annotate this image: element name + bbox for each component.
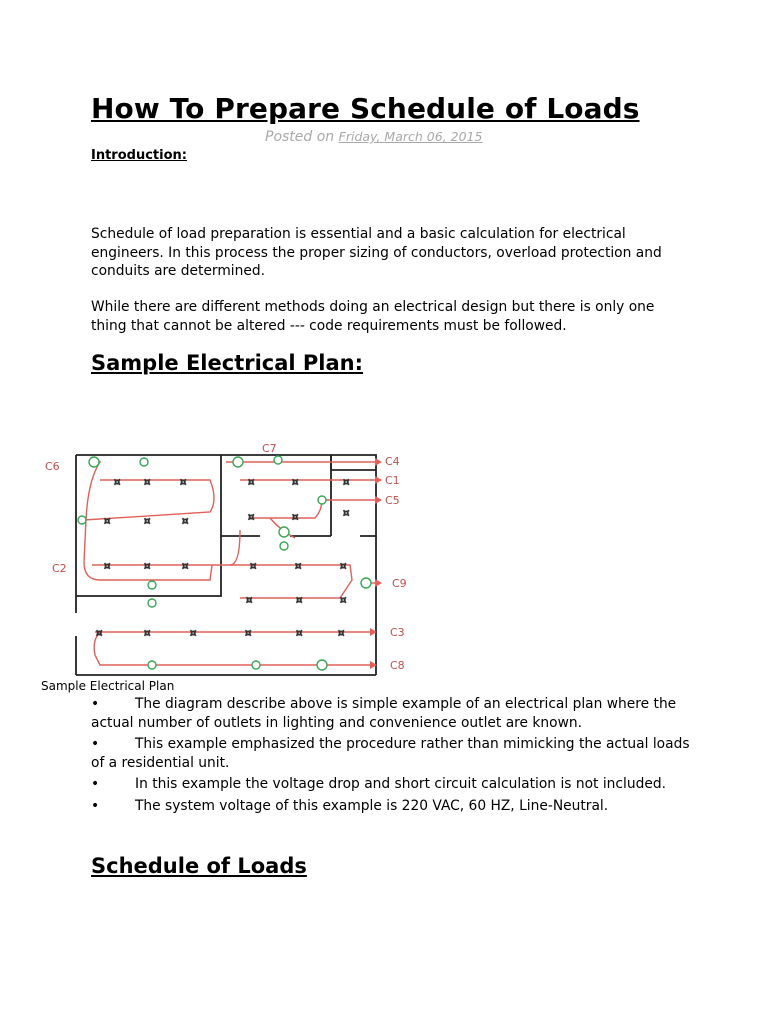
bullet-list bbox=[91, 695, 691, 818]
light-fixtures bbox=[96, 477, 349, 639]
label-c6: C6 bbox=[45, 460, 60, 473]
svg-text:¤: ¤ bbox=[292, 512, 299, 523]
svg-text:¤: ¤ bbox=[248, 477, 255, 488]
svg-text:¤: ¤ bbox=[144, 561, 151, 572]
svg-text:¤: ¤ bbox=[250, 561, 257, 572]
label-c3: C3 bbox=[390, 626, 405, 639]
paragraph-1: Schedule of load preparation is essential and a basic calculation for electrical engineers. In this process the proper sizing of conductors, overload protection and conduits are determined. bbox=[91, 226, 662, 279]
intro-heading: Introduction: bbox=[91, 148, 187, 163]
list-item bbox=[91, 735, 691, 772]
posted-prefix: Posted on bbox=[265, 129, 335, 145]
svg-text:¤: ¤ bbox=[190, 628, 197, 639]
svg-text:¤: ¤ bbox=[96, 628, 103, 639]
svg-text:¤: ¤ bbox=[114, 477, 121, 488]
posted-line bbox=[265, 129, 482, 145]
svg-text:¤: ¤ bbox=[292, 477, 299, 488]
electrical-plan-diagram bbox=[40, 440, 440, 680]
figure-caption: Sample Electrical Plan bbox=[41, 679, 175, 693]
svg-text:¤: ¤ bbox=[340, 561, 347, 572]
svg-text:¤: ¤ bbox=[343, 477, 350, 488]
svg-text:¤: ¤ bbox=[295, 561, 302, 572]
bullet-text: The diagram describe above is simple example of an electrical plan where the actual number of outlets in lighting and convenience outlet are known. bbox=[91, 696, 677, 731]
bullet-dot: • bbox=[91, 776, 100, 792]
bullet-dot: • bbox=[91, 696, 100, 712]
svg-text:¤: ¤ bbox=[180, 477, 187, 488]
svg-text:¤: ¤ bbox=[104, 561, 111, 572]
svg-text:¤: ¤ bbox=[338, 628, 345, 639]
list-item bbox=[91, 797, 691, 816]
svg-text:¤: ¤ bbox=[245, 628, 252, 639]
svg-text:¤: ¤ bbox=[182, 516, 189, 527]
svg-text:¤: ¤ bbox=[182, 561, 189, 572]
paragraph-2: While there are different methods doing an electrical design but there is only one thing that cannot be altered --- code requirements must be followed. bbox=[91, 299, 655, 334]
label-c5: C5 bbox=[385, 494, 400, 507]
section-heading-schedule-of-loads: Schedule of Loads bbox=[91, 854, 307, 878]
bullet-dot: • bbox=[91, 797, 100, 814]
svg-text:¤: ¤ bbox=[144, 516, 151, 527]
label-c7: C7 bbox=[262, 442, 277, 455]
list-item bbox=[91, 695, 691, 732]
svg-text:¤: ¤ bbox=[144, 477, 151, 488]
posted-date-link[interactable]: Friday, March 06, 2015 bbox=[338, 129, 483, 144]
svg-text:¤: ¤ bbox=[104, 516, 111, 527]
label-c2: C2 bbox=[52, 562, 67, 575]
svg-text:¤: ¤ bbox=[248, 512, 255, 523]
list-item bbox=[91, 775, 691, 794]
label-c9: C9 bbox=[392, 577, 407, 590]
label-c1: C1 bbox=[385, 474, 400, 487]
bullet-text: The system voltage of this example is 220 VAC, 60 HZ, Line-Neutral. bbox=[135, 797, 609, 814]
bullet-text: This example emphasized the procedure rather than mimicking the actual loads of a residential unit. bbox=[91, 736, 690, 771]
bullet-text: In this example the voltage drop and short circuit calculation is not included. bbox=[135, 776, 666, 792]
svg-text:¤: ¤ bbox=[340, 595, 347, 606]
label-c8: C8 bbox=[390, 659, 405, 672]
svg-text:¤: ¤ bbox=[343, 508, 350, 519]
page-title: How To Prepare Schedule of Loads bbox=[91, 92, 640, 125]
convenience-outlets bbox=[78, 456, 371, 670]
svg-text:¤: ¤ bbox=[296, 595, 303, 606]
section-heading-electrical-plan: Sample Electrical Plan: bbox=[91, 351, 364, 375]
label-c4: C4 bbox=[385, 455, 400, 468]
svg-text:¤: ¤ bbox=[296, 628, 303, 639]
svg-text:¤: ¤ bbox=[246, 595, 253, 606]
svg-text:¤: ¤ bbox=[144, 628, 151, 639]
bullet-dot: • bbox=[91, 736, 100, 752]
